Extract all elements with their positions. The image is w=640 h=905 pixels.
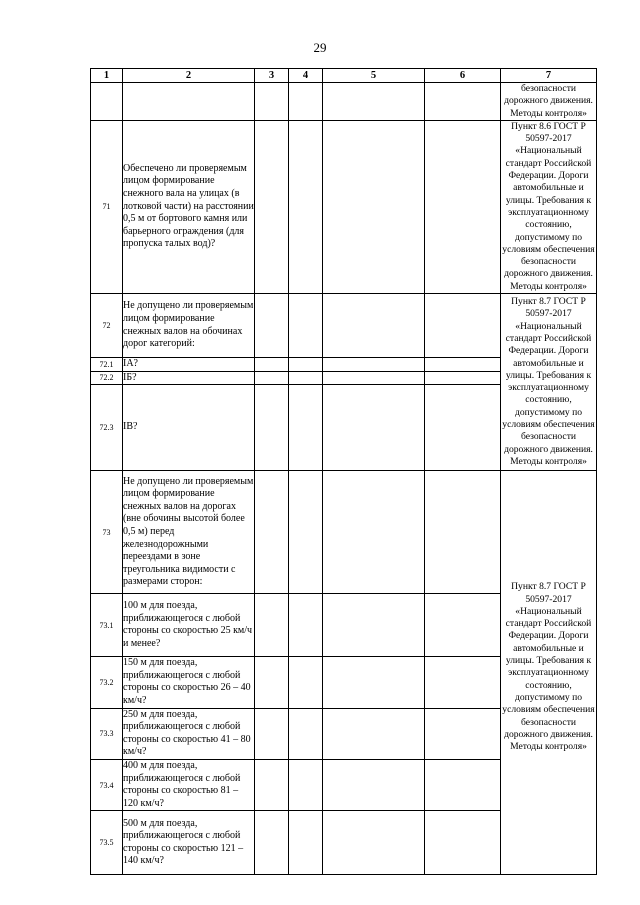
answer-cell[interactable] (425, 811, 501, 875)
row-number: 73.3 (91, 708, 123, 759)
answer-cell[interactable] (323, 371, 425, 385)
answer-cell[interactable] (289, 294, 323, 358)
answer-cell[interactable] (425, 657, 501, 708)
question-text: 400 м для поезда, приближающегося с любой стороны со скоростью 81 – 120 км/ч? (123, 759, 255, 810)
col-header-2: 2 (123, 69, 255, 83)
answer-cell[interactable] (289, 657, 323, 708)
answer-cell[interactable] (323, 294, 425, 358)
question-text: Не допущено ли проверяемым лицом формирование снежных валов на дорогах (вне обочины высотой более 0,5 м) перед железнодорожными переездами в зоне треугольника видимости с размерами сторон: (123, 471, 255, 594)
answer-cell[interactable] (289, 811, 323, 875)
answer-cell[interactable] (425, 594, 501, 657)
answer-cell[interactable] (323, 120, 425, 293)
col-header-1: 1 (91, 69, 123, 83)
row-number: 72.2 (91, 371, 123, 385)
header-row (91, 69, 597, 83)
answer-cell[interactable] (289, 385, 323, 471)
question-text: IA? (123, 358, 255, 372)
question-text: 100 м для поезда, приближающегося с любой стороны со скоростью 25 км/ч и менее? (123, 594, 255, 657)
answer-cell[interactable] (425, 120, 501, 293)
answer-cell[interactable] (323, 594, 425, 657)
checklist-table (90, 68, 597, 875)
answer-cell[interactable] (323, 471, 425, 594)
row-number: 72.1 (91, 358, 123, 372)
answer-cell[interactable] (255, 294, 289, 358)
col-header-4: 4 (289, 69, 323, 83)
question-text: IБ? (123, 371, 255, 385)
answer-cell[interactable] (255, 759, 289, 810)
row-number: 71 (91, 120, 123, 293)
col-header-7: 7 (501, 69, 597, 83)
answer-cell[interactable] (255, 385, 289, 471)
row-number: 73.2 (91, 657, 123, 708)
col-header-5: 5 (323, 69, 425, 83)
table-row (91, 83, 597, 121)
answer-cell[interactable] (255, 471, 289, 594)
row-number: 73.5 (91, 811, 123, 875)
answer-cell[interactable] (425, 759, 501, 810)
table-row (91, 471, 597, 594)
answer-cell[interactable] (289, 594, 323, 657)
answer-cell[interactable] (323, 811, 425, 875)
answer-cell[interactable] (255, 371, 289, 385)
answer-cell[interactable] (425, 385, 501, 471)
answer-cell[interactable] (255, 708, 289, 759)
row-number: 73.1 (91, 594, 123, 657)
col-header-3: 3 (255, 69, 289, 83)
answer-cell[interactable] (323, 385, 425, 471)
answer-cell[interactable] (425, 371, 501, 385)
row-number: 72 (91, 294, 123, 358)
table-row (91, 294, 597, 358)
row-number: 73 (91, 471, 123, 594)
answer-cell[interactable] (425, 708, 501, 759)
answer-cell[interactable] (323, 759, 425, 810)
answer-cell[interactable] (323, 708, 425, 759)
question-text: 250 м для поезда, приближающегося с любой стороны со скоростью 41 – 80 км/ч? (123, 708, 255, 759)
answer-cell[interactable] (289, 371, 323, 385)
row-number: 72.3 (91, 385, 123, 471)
col-header-6: 6 (425, 69, 501, 83)
answer-cell[interactable] (425, 294, 501, 358)
answer-cell[interactable] (289, 358, 323, 372)
answer-cell[interactable] (255, 358, 289, 372)
question-text: Не допущено ли проверяемым лицом формирование снежных валов на обочинах дорог категорий: (123, 294, 255, 358)
answer-cell[interactable] (255, 120, 289, 293)
answer-cell[interactable] (255, 594, 289, 657)
question-text: IB? (123, 385, 255, 471)
question-text: 500 м для поезда, приближающегося с любой стороны со скоростью 121 – 140 км/ч? (123, 811, 255, 875)
answer-cell[interactable] (323, 657, 425, 708)
answer-cell[interactable] (425, 358, 501, 372)
answer-cell[interactable] (289, 708, 323, 759)
norm-reference: Пункт 8.6 ГОСТ Р 50597-2017 «Национальный стандарт Российской Федерации. Дороги автомобильные и улицы. Требования к эксплуатационному состоянию, допустимому по условиям обеспечения безопасности дорожного движения. Методы контроля» (502, 120, 595, 292)
norm-reference: безопасности дорожного движения. Методы контроля» (501, 83, 597, 121)
row-number: 73.4 (91, 759, 123, 810)
norm-reference: Пункт 8.7 ГОСТ Р 50597-2017 «Национальный стандарт Российской Федерации. Дороги автомобильные и улицы. Требования к эксплуатационному состоянию, допустимому по условиям обеспечения безопасности дорожного движения. Методы контроля» (501, 294, 597, 471)
table-row (91, 120, 597, 293)
answer-cell[interactable] (255, 657, 289, 708)
answer-cell[interactable] (323, 358, 425, 372)
answer-cell[interactable] (289, 471, 323, 594)
answer-cell[interactable] (255, 811, 289, 875)
answer-cell[interactable] (289, 120, 323, 293)
page-number: 29 (313, 40, 327, 55)
answer-cell[interactable] (289, 759, 323, 810)
question-text: 150 м для поезда, приближающегося с любой стороны со скоростью 26 – 40 км/ч? (123, 657, 255, 708)
norm-reference: Пункт 8.7 ГОСТ Р 50597-2017 «Национальный стандарт Российской Федерации. Дороги автомобильные и улицы. Требования к эксплуатационному состоянию, допустимому по условиям обеспечения безопасности дорожного движения. Методы контроля» (501, 471, 597, 875)
answer-cell[interactable] (425, 471, 501, 594)
question-text: Обеспечено ли проверяемым лицом формирование снежного вала на улицах (в лотковой части) на расстоянии 0,5 м от бортового камня или барьерного ограждения (для пропуска талых вод)? (123, 120, 255, 293)
